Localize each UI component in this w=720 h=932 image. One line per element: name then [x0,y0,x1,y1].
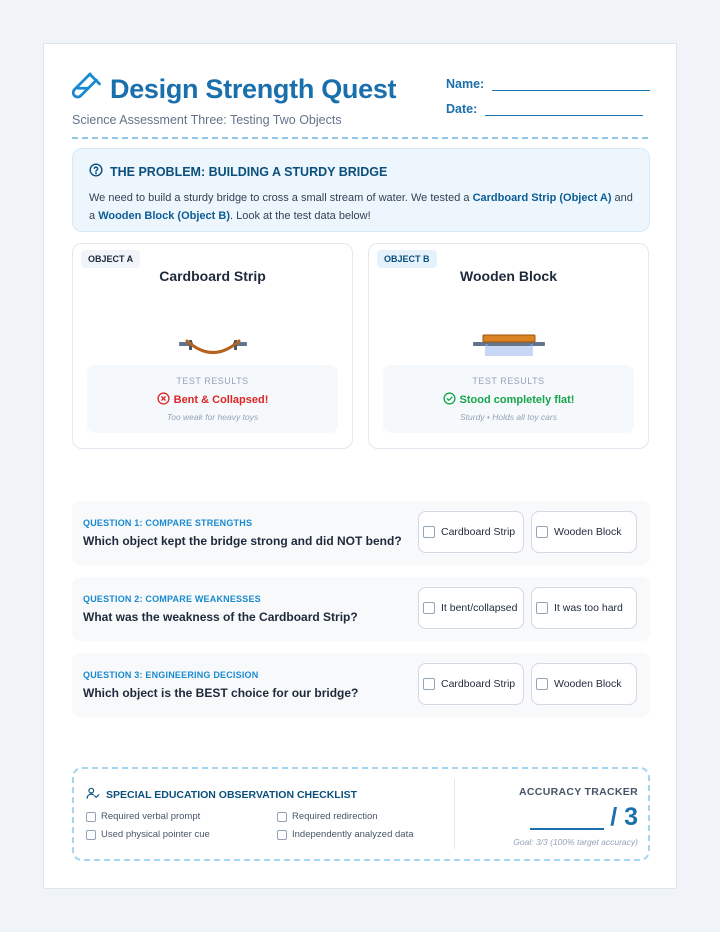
date-label: Date: [446,102,478,116]
answer-option[interactable]: Wooden Block [531,511,637,553]
observation-checklist [72,767,650,861]
results-label: TEST RESULTS [176,376,249,386]
question-3 [72,653,650,717]
test-results [383,365,634,433]
page-subtitle: Science Assessment Three: Testing Two Objects [72,113,342,127]
object-b-ref: Wooden Block (Object B) [98,210,230,222]
problem-box [72,148,650,232]
answer-option[interactable]: It bent/collapsed [418,587,524,629]
answer-option[interactable]: Cardboard Strip [418,663,524,705]
header-divider [72,137,648,139]
worksheet [43,43,677,889]
object-title: Wooden Block [460,268,557,284]
results-label: TEST RESULTS [472,376,545,386]
student-fields [446,73,650,116]
checklist-item[interactable]: Used physical pointer cue [86,829,210,840]
checklist-item[interactable]: Required redirection [277,811,378,822]
test-results [87,365,338,433]
object-a-card [72,243,353,449]
x-circle-icon [157,392,170,408]
check-circle-icon [443,392,456,408]
answer-option[interactable]: It was too hard [531,587,637,629]
accuracy-score [530,804,638,830]
page-title: Design Strength Quest [110,74,397,104]
answer-option[interactable]: Wooden Block [531,663,637,705]
object-tag: OBJECT B [377,250,437,268]
checkbox[interactable] [423,526,435,538]
question-2 [72,577,650,641]
checklist-heading: SPECIAL EDUCATION OBSERVATION CHECKLIST [86,786,357,803]
checkbox[interactable] [423,602,435,614]
question-label: QUESTION 3: ENGINEERING DECISION [83,670,259,680]
checklist-item[interactable]: Required verbal prompt [86,811,200,822]
checkbox[interactable] [277,830,287,840]
result-note: Sturdy • Holds all toy cars [460,412,557,422]
checkbox[interactable] [423,678,435,690]
result-note: Too weak for heavy toys [166,412,259,422]
test-tube-icon [72,72,102,107]
user-check-icon [86,786,100,803]
result-status: Stood completely flat! [383,392,634,408]
date-line[interactable] [485,102,643,116]
accuracy-title: ACCURACY TRACKER [519,786,638,798]
object-a-ref: Cardboard Strip (Object A) [472,192,612,204]
name-line[interactable] [492,77,650,91]
object-b-card [368,243,649,449]
checkbox[interactable] [86,830,96,840]
object-tag: OBJECT A [81,250,140,268]
checkbox[interactable] [536,678,548,690]
problem-heading-text: THE PROBLEM: BUILDING A STURDY BRIDGE [110,164,388,179]
result-status: Bent & Collapsed! [87,392,338,408]
object-title: Cardboard Strip [159,268,266,284]
checkbox[interactable] [536,602,548,614]
score-blank[interactable] [530,808,604,830]
checkbox[interactable] [277,812,287,822]
bent-bridge-illustration [173,330,253,360]
answer-option[interactable]: Cardboard Strip [418,511,524,553]
name-label: Name: [446,77,485,91]
flat-bridge-illustration [469,330,549,360]
header [72,72,396,127]
name-field[interactable] [446,73,650,91]
checklist-divider [454,779,455,849]
question-text: Which object kept the bridge strong and did NOT bend? [83,534,402,548]
accuracy-goal: Goal: 3/3 (100% target accuracy) [513,837,638,847]
problem-text: We need to build a sturdy bridge to cross a small stream of water. We tested a Cardboard Strip (Object A) and a Wooden Block (Object B). Look at the test data below! [89,192,633,222]
question-text: What was the weakness of the Cardboard Strip? [83,610,358,624]
checklist-item[interactable]: Independently analyzed data [277,829,414,840]
problem-heading [89,163,633,180]
question-text: Which object is the BEST choice for our bridge? [83,686,359,700]
question-label: QUESTION 1: COMPARE STRENGTHS [83,518,253,528]
checkbox[interactable] [536,526,548,538]
question-1 [72,501,650,565]
score-denominator: / 3 [610,803,638,831]
date-field[interactable] [446,98,650,116]
checkbox[interactable] [86,812,96,822]
question-label: QUESTION 2: COMPARE WEAKNESSES [83,594,261,604]
question-circle-icon [89,163,103,180]
